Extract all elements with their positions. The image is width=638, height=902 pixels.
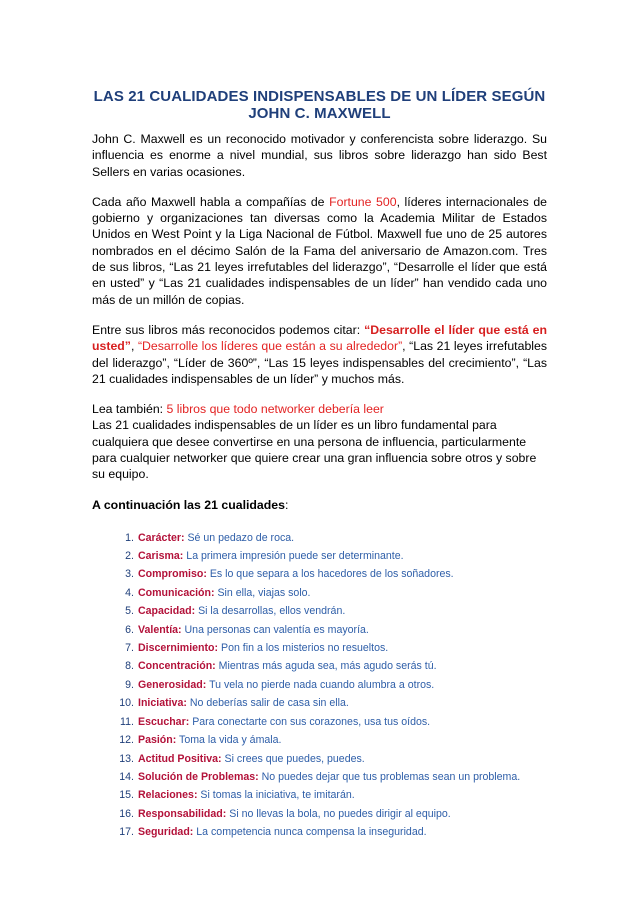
item-number: 8. bbox=[125, 660, 134, 673]
item-number: 6. bbox=[125, 623, 134, 636]
quality-description: Si tomas la iniciativa, te imitarán. bbox=[200, 789, 355, 802]
quality-description: Una personas can valentía es mayoría. bbox=[184, 623, 369, 636]
qualities-list bbox=[92, 529, 547, 842]
quality-description: La competencia nunca compensa la inseguridad. bbox=[196, 826, 427, 839]
item-number: 10. bbox=[119, 697, 134, 710]
p3-text-c: , “Las 21 leyes irrefutables del liderazgo”, “Líder de 360º”, “Las 15 leyes indispensables del crecimiento”, “Las 21 cualidades indispensables de un líder” y muchos más. bbox=[92, 339, 547, 386]
quality-name: Capacidad: bbox=[138, 605, 196, 618]
quality-description: Es lo que separa a los hacedores de los soñadores. bbox=[209, 568, 454, 581]
item-number: 7. bbox=[125, 642, 134, 655]
item-number: 4. bbox=[125, 586, 134, 599]
list-item bbox=[92, 621, 547, 639]
list-item bbox=[92, 676, 547, 694]
item-number: 5. bbox=[125, 605, 134, 618]
qualities-heading-colon: : bbox=[284, 497, 289, 512]
list-item bbox=[92, 584, 547, 602]
list-item bbox=[92, 565, 547, 583]
list-item bbox=[92, 547, 547, 565]
document-page bbox=[92, 88, 547, 842]
quality-name: Pasión: bbox=[138, 734, 177, 747]
achievements-paragraph bbox=[92, 194, 547, 308]
quality-description: Toma la vida y ámala. bbox=[179, 734, 282, 747]
document-title: LAS 21 CUALIDADES INDISPENSABLES DE UN LÍDER SEGÚN JOHN C. MAXWELL bbox=[93, 88, 546, 122]
quality-description: Si no llevas la bola, no puedes dirigir al equipo. bbox=[229, 807, 451, 820]
networker-books-link[interactable]: 5 libros que todo networker debería leer bbox=[166, 402, 384, 417]
intro-paragraph: John C. Maxwell es un reconocido motivador y conferencista sobre liderazgo. Su influencia es enorme a nivel mundial, sus libros sobre liderazgo han sido Best Sellers en varias ocasiones. bbox=[92, 132, 547, 179]
item-number: 3. bbox=[125, 568, 134, 581]
list-item bbox=[92, 731, 547, 749]
item-number: 9. bbox=[125, 678, 134, 691]
item-number: 17. bbox=[119, 826, 134, 839]
quality-name: Generosidad: bbox=[138, 678, 207, 691]
quality-description: Para conectarte con sus corazones, usa tus oídos. bbox=[192, 715, 431, 728]
item-number: 1. bbox=[125, 531, 134, 544]
quality-name: Carisma: bbox=[138, 550, 184, 563]
quality-name: Comunicación: bbox=[138, 586, 215, 599]
see-also-label: Lea también: bbox=[92, 402, 167, 417]
quality-description: No deberías salir de casa sin ella. bbox=[189, 697, 349, 710]
see-also-body: Las 21 cualidades indispensables de un líder es un libro fundamental para cualquiera que desee convertirse en una persona de influencia, particularmente para cualquier networker que quiere crear una gran influencia sobre otros y sobre su equipo. bbox=[92, 418, 537, 482]
quality-name: Seguridad: bbox=[138, 826, 194, 839]
list-item bbox=[92, 639, 547, 657]
quality-name: Responsabilidad: bbox=[138, 807, 227, 820]
quality-name: Compromiso: bbox=[138, 568, 207, 581]
quality-name: Valentía: bbox=[138, 623, 182, 636]
quality-name: Discernimiento: bbox=[138, 642, 219, 655]
list-item bbox=[92, 750, 547, 768]
quality-description: Tu vela no pierde nada cuando alumbra a otros. bbox=[209, 678, 435, 691]
item-number: 13. bbox=[119, 752, 134, 765]
quality-description: Pon fin a los misterios no resueltos. bbox=[221, 642, 389, 655]
quality-description: La primera impresión puede ser determinante. bbox=[186, 550, 404, 563]
list-item bbox=[92, 657, 547, 675]
quality-description: Sin ella, viajas solo. bbox=[217, 586, 311, 599]
quality-description: Si crees que puedes, puedes. bbox=[224, 752, 365, 765]
p2-text-a: Cada año Maxwell habla a compañías de bbox=[92, 194, 330, 209]
qualities-heading bbox=[92, 497, 547, 513]
quality-name: Actitud Positiva: bbox=[138, 752, 222, 765]
list-item bbox=[92, 768, 547, 786]
qualities-heading-text: A continuación las 21 cualidades bbox=[92, 497, 285, 512]
fortune-500-link[interactable]: Fortune 500 bbox=[329, 194, 397, 209]
quality-description: Sé un pedazo de roca. bbox=[187, 531, 295, 544]
list-item bbox=[92, 713, 547, 731]
item-number: 12. bbox=[119, 734, 134, 747]
p2-text-b: , líderes internacionales de gobierno y organizaciones tan diversas como la Academia Militar de Estados Unidos en West Point y la Liga Nacional de Fútbol. Maxwell fue uno de 25 autores nombrados en el décimo Salón de la Fama del aniversario de Amazon.com. Tres de sus libros, “Las 21 leyes irrefutables del liderazgo”, “Desarrolle el líder que está en usted” y “Las 21 cualidades indispensables de un líder” han vendido cada uno más de un millón de copias. bbox=[92, 194, 547, 307]
list-item bbox=[92, 786, 547, 804]
list-item bbox=[92, 805, 547, 823]
quality-name: Iniciativa: bbox=[138, 697, 187, 710]
quality-name: Relaciones: bbox=[138, 789, 198, 802]
quality-name: Concentración: bbox=[138, 660, 216, 673]
p3-text-b: , bbox=[130, 339, 138, 354]
see-also-paragraph bbox=[92, 401, 547, 482]
list-item bbox=[92, 529, 547, 547]
book-link-desarrolle-lideres[interactable]: “Desarrolle los líderes que están a su alrededor” bbox=[137, 339, 403, 354]
item-number: 15. bbox=[119, 789, 134, 802]
list-item bbox=[92, 694, 547, 712]
quality-name: Escuchar: bbox=[138, 715, 190, 728]
item-number: 16. bbox=[119, 807, 134, 820]
item-number: 11. bbox=[120, 715, 134, 728]
item-number: 14. bbox=[119, 770, 134, 783]
quality-description: Si la desarrollas, ellos vendrán. bbox=[198, 605, 346, 618]
list-item bbox=[92, 823, 547, 841]
list-item bbox=[92, 602, 547, 620]
quality-name: Carácter: bbox=[138, 531, 185, 544]
quality-name: Solución de Problemas: bbox=[138, 770, 259, 783]
book-link-desarrolle-lider[interactable]: “Desarrolle el líder que está en usted” bbox=[92, 322, 547, 354]
books-paragraph bbox=[92, 322, 547, 387]
quality-description: No puedes dejar que tus problemas sean un problema. bbox=[261, 770, 521, 783]
item-number: 2. bbox=[125, 550, 134, 563]
quality-description: Mientras más aguda sea, más agudo serás tú. bbox=[218, 660, 437, 673]
p3-text-a: Entre sus libros más reconocidos podemos citar: bbox=[92, 322, 365, 337]
